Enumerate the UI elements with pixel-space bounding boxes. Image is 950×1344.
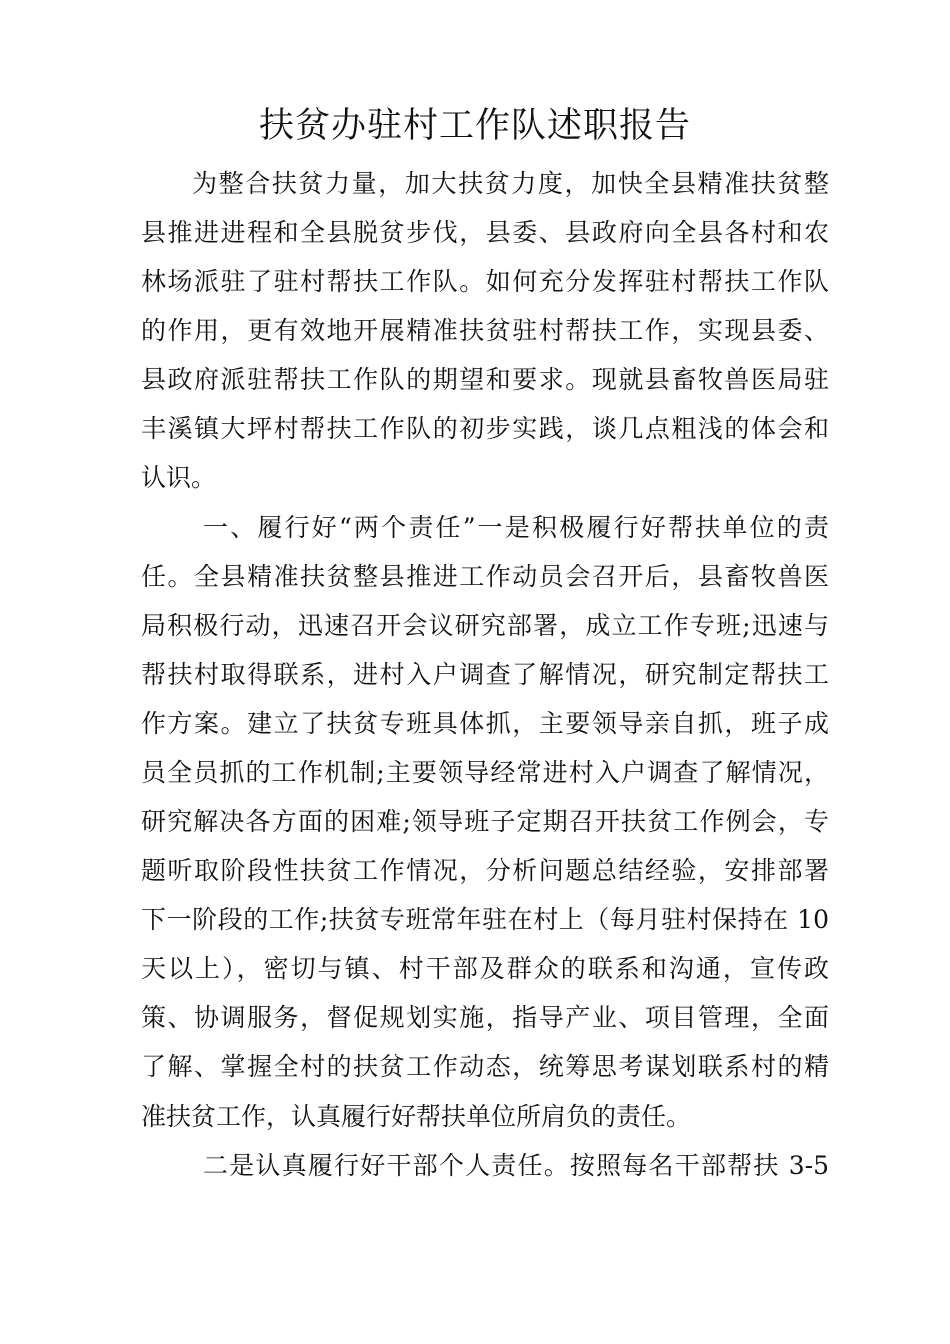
text-line: 丰溪镇大坪村帮扶工作队的初步实践，谈几点粗浅的体会和 <box>141 414 829 443</box>
text-line: 帮扶村取得联系，进村入户调查了解情况，研究制定帮扶工 <box>141 660 829 689</box>
text-line: 题听取阶段性扶贫工作情况，分析问题总结经验，安排部署 <box>141 856 829 885</box>
text-line: 准扶贫工作，认真履行好帮扶单位所肩负的责任。 <box>141 1102 692 1131</box>
text-line: 员全员抓的工作机制;主要领导经常进村入户调查了解情况， <box>141 758 829 787</box>
text-line: 了解、掌握全村的扶贫工作动态，统筹思考谋划联系村的精 <box>141 1052 829 1081</box>
text-line: 认识。 <box>141 463 217 492</box>
text-line: 一、履行好“两个责任”一是积极履行好帮扶单位的责 <box>203 513 829 542</box>
text-line: 县推进进程和全县脱贫步伐，县委、县政府向全县各村和农 <box>141 218 829 247</box>
text-line: 局积极行动，迅速召开会议研究部署，成立工作专班;迅速与 <box>141 611 829 640</box>
document-title: 扶贫办驻村工作队述职报告 <box>258 106 691 146</box>
text-line: 县政府派驻帮扶工作队的期望和要求。现就县畜牧兽医局驻 <box>141 365 829 394</box>
text-line: 策、协调服务，督促规划实施，指导产业、项目管理，全面 <box>141 1003 829 1032</box>
text-line: 的作用，更有效地开展精准扶贫驻村帮扶工作，实现县委、 <box>141 316 829 345</box>
text-line: 作方案。建立了扶贫专班具体抓，主要领导亲自抓，班子成 <box>141 709 829 738</box>
text-line: 为整合扶贫力量，加大扶贫力度，加快全县精准扶贫整 <box>192 169 829 198</box>
text-line: 下一阶段的工作;扶贫专班常年驻在村上（每月驻村保持在 10 <box>141 905 829 934</box>
text-line: 任。全县精准扶贫整县推进工作动员会召开后，县畜牧兽医 <box>141 562 829 591</box>
text-line: 天以上），密切与镇、村干部及群众的联系和沟通，宣传政 <box>141 954 829 983</box>
text-line: 林场派驻了驻村帮扶工作队。如何充分发挥驻村帮扶工作队 <box>141 267 829 296</box>
text-line: 研究解决各方面的困难;领导班子定期召开扶贫工作例会，专 <box>141 807 829 836</box>
text-line: 二是认真履行好干部个人责任。按照每名干部帮扶 3-5 <box>203 1151 829 1180</box>
